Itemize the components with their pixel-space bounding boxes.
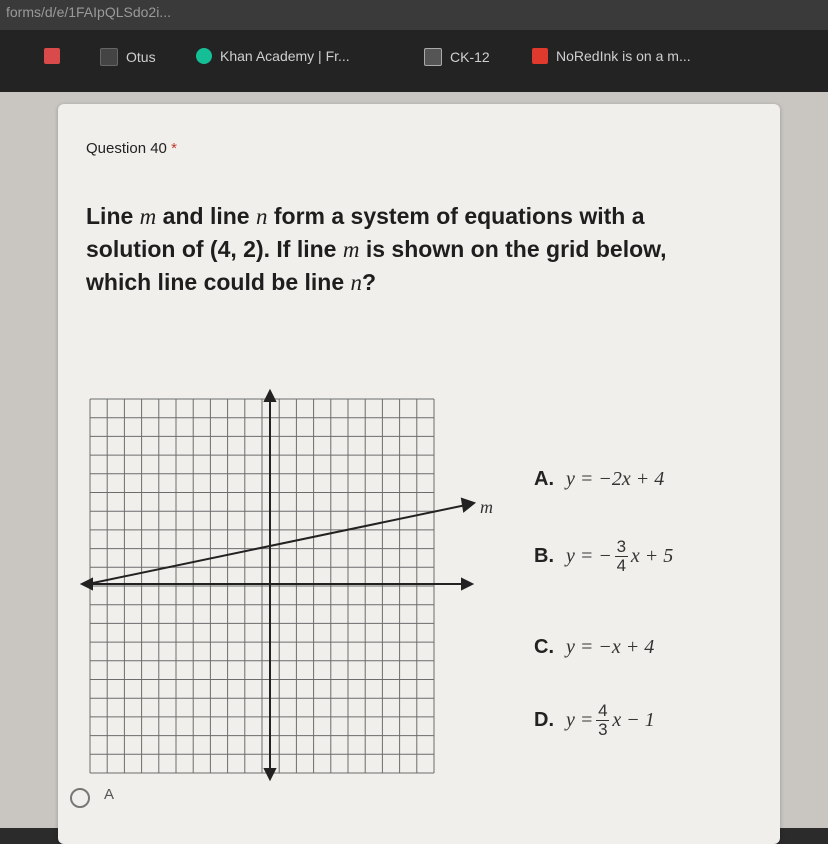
fraction-numerator: 3 (616, 537, 627, 556)
bookmark-label: Otus (126, 49, 156, 65)
choice-equation: y = −x + 4 (566, 636, 655, 658)
question-number: Question 40 (86, 140, 167, 157)
fraction-numerator: 4 (598, 701, 608, 720)
question-text-part: and line (156, 203, 256, 229)
variable-n: n (350, 270, 363, 295)
noredink-icon (532, 48, 548, 64)
fraction (596, 702, 609, 739)
choice-equation (566, 538, 673, 575)
required-mark: * (171, 140, 177, 157)
x-axis-arrow-right (462, 579, 472, 589)
fraction-denominator: 3 (598, 720, 608, 739)
answer-radio-a[interactable] (70, 788, 90, 808)
folder-icon (44, 48, 60, 64)
variable-m: m (342, 237, 360, 262)
bookmark-ck12[interactable] (424, 48, 490, 66)
choice-d (534, 702, 655, 739)
choice-letter: B. (534, 545, 554, 567)
choice-letter: A. (534, 468, 554, 490)
equation-suffix: x + 5 (630, 545, 674, 567)
answer-radio-label: A (104, 786, 115, 803)
bookmark-label: Khan Academy | Fr... (220, 48, 350, 64)
variable-n: n (255, 204, 268, 229)
variable-m: m (139, 204, 157, 229)
fraction (615, 538, 628, 575)
line-m-label: m (480, 497, 493, 517)
choice-c (534, 636, 654, 659)
question-text-part: is shown on the grid below, which line could be line (86, 236, 667, 295)
address-bar[interactable] (0, 0, 828, 30)
bookmark-label: NoRedInk is on a m... (556, 48, 691, 64)
equation-suffix: x − 1 (612, 709, 655, 731)
bookmark-otus[interactable] (100, 48, 156, 66)
bookmark-khan-academy[interactable] (196, 48, 350, 64)
question-text-part: Line (86, 203, 140, 229)
choice-equation (566, 702, 655, 739)
question-card (58, 104, 780, 844)
bookmarks-bar (0, 30, 828, 92)
choice-letter: C. (534, 636, 554, 658)
form-page (0, 92, 828, 828)
coordinate-grid (78, 389, 518, 789)
line-m (88, 505, 466, 584)
question-text (86, 200, 706, 299)
choice-a (534, 468, 664, 491)
question-text-part: ? (362, 269, 377, 295)
url-text: forms/d/e/1FAIpQLSdo2i... (6, 4, 171, 20)
y-axis-arrow-up (265, 391, 275, 401)
fraction-denominator: 4 (616, 556, 627, 575)
otus-icon (100, 48, 118, 66)
y-axis-arrow-down (265, 769, 275, 779)
question-label (86, 140, 177, 157)
line-m-arrow (462, 499, 474, 511)
equation-prefix: y = (566, 709, 594, 731)
bookmark-label: CK-12 (450, 49, 490, 65)
question-text-part: form a system of equations with a solution of (4, 2). If line (86, 203, 645, 262)
choice-b (534, 538, 673, 575)
equation-prefix: y = − (566, 545, 612, 567)
khan-academy-icon (196, 48, 212, 64)
choice-letter: D. (534, 709, 554, 731)
choice-equation: y = −2x + 4 (566, 468, 665, 490)
ck12-icon (424, 48, 442, 66)
bookmark-noredink[interactable] (532, 48, 691, 64)
bookmark-folder[interactable] (44, 48, 60, 64)
